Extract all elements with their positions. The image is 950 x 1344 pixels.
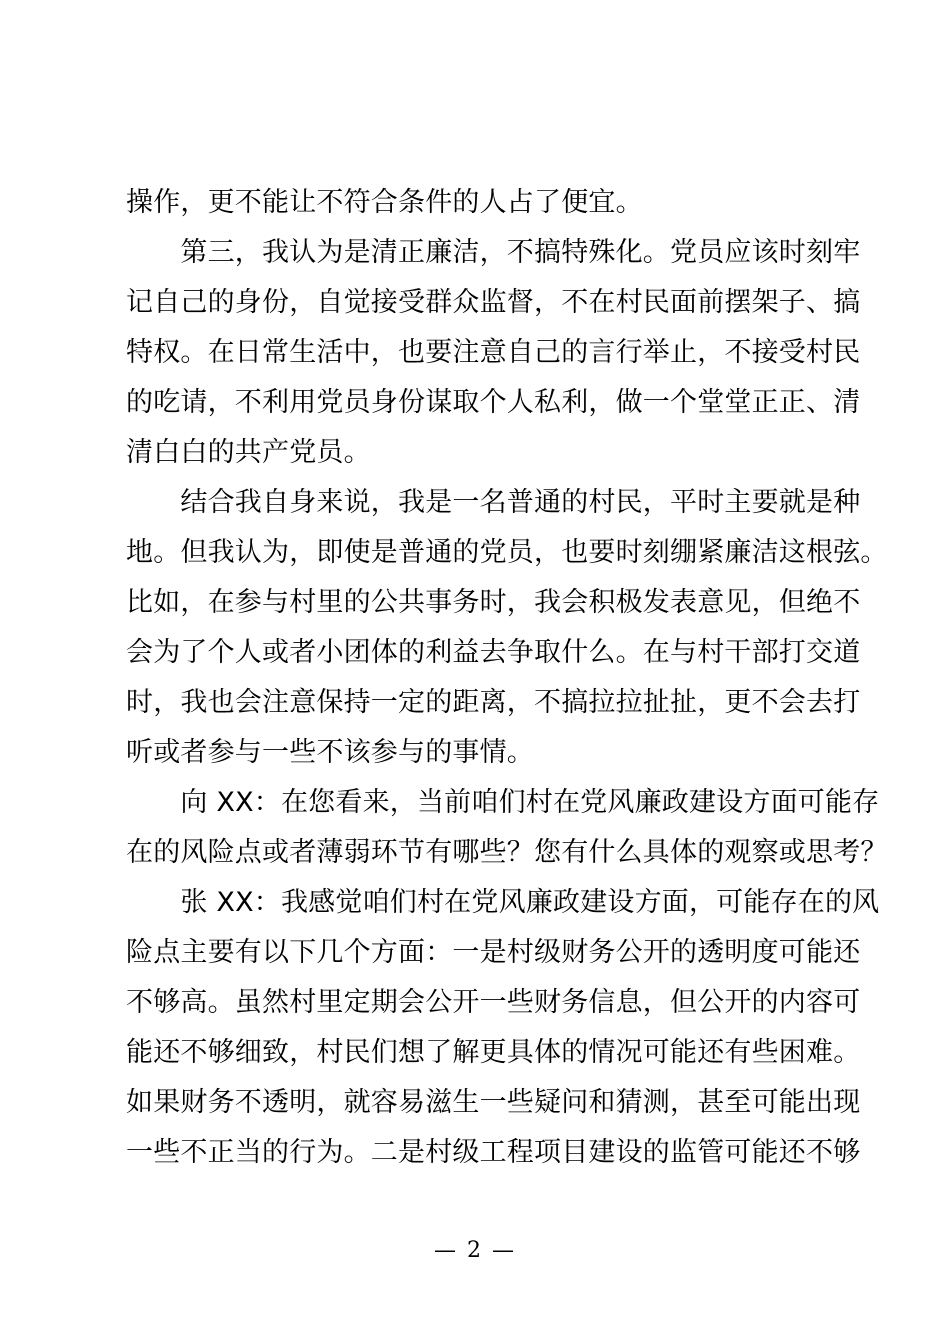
- text-line: 向 XX：在您看来，当前咱们村在党风廉政建设方面可能存: [126, 787, 880, 818]
- text-line: 记自己的身份，自觉接受群众监督，不在村民面前摆架子、搞: [126, 287, 861, 318]
- text-line: 能还不够细致，村民们想了解更具体的情况可能还有些困难。: [126, 1037, 861, 1068]
- text-line: 特权。在日常生活中，也要注意自己的言行举止，不接受村民: [126, 337, 861, 368]
- page-number: — 2 —: [434, 1238, 516, 1263]
- text-line: 地。但我认为，即使是普通的党员，也要时刻绷紧廉洁这根弦。: [126, 537, 888, 568]
- text-line: 如果财务不透明，就容易滋生一些疑问和猜测，甚至可能出现: [126, 1087, 861, 1118]
- text-line: 张 XX：我感觉咱们村在党风廉政建设方面，可能存在的风: [126, 887, 880, 918]
- text-line: 清白白的共产党员。: [126, 437, 371, 468]
- text-line: 操作，更不能让不符合条件的人占了便宜。: [126, 187, 643, 218]
- text-line: 会为了个人或者小团体的利益去争取什么。在与村干部打交道: [126, 637, 861, 668]
- text-line: 听或者参与一些不该参与的事情。: [126, 737, 534, 768]
- text-line: 时，我也会注意保持一定的距离，不搞拉拉扯扯，更不会去打: [126, 687, 861, 718]
- text-line: 不够高。虽然村里定期会公开一些财务信息，但公开的内容可: [126, 987, 861, 1018]
- text-line: 险点主要有以下几个方面：一是村级财务公开的透明度可能还: [126, 937, 861, 968]
- text-line: 第三，我认为是清正廉洁，不搞特殊化。党员应该时刻牢: [126, 237, 861, 268]
- text-line: 的吃请，不利用党员身份谋取个人私利，做一个堂堂正正、清: [126, 387, 861, 418]
- text-line: 在的风险点或者薄弱环节有哪些？您有什么具体的观察或思考？: [126, 837, 888, 868]
- text-line: 一些不正当的行为。二是村级工程项目建设的监管可能还不够: [126, 1137, 861, 1168]
- text-line: 比如，在参与村里的公共事务时，我会积极发表意见，但绝不: [126, 587, 861, 618]
- text-line: 结合我自身来说，我是一名普通的村民，平时主要就是种: [126, 487, 861, 518]
